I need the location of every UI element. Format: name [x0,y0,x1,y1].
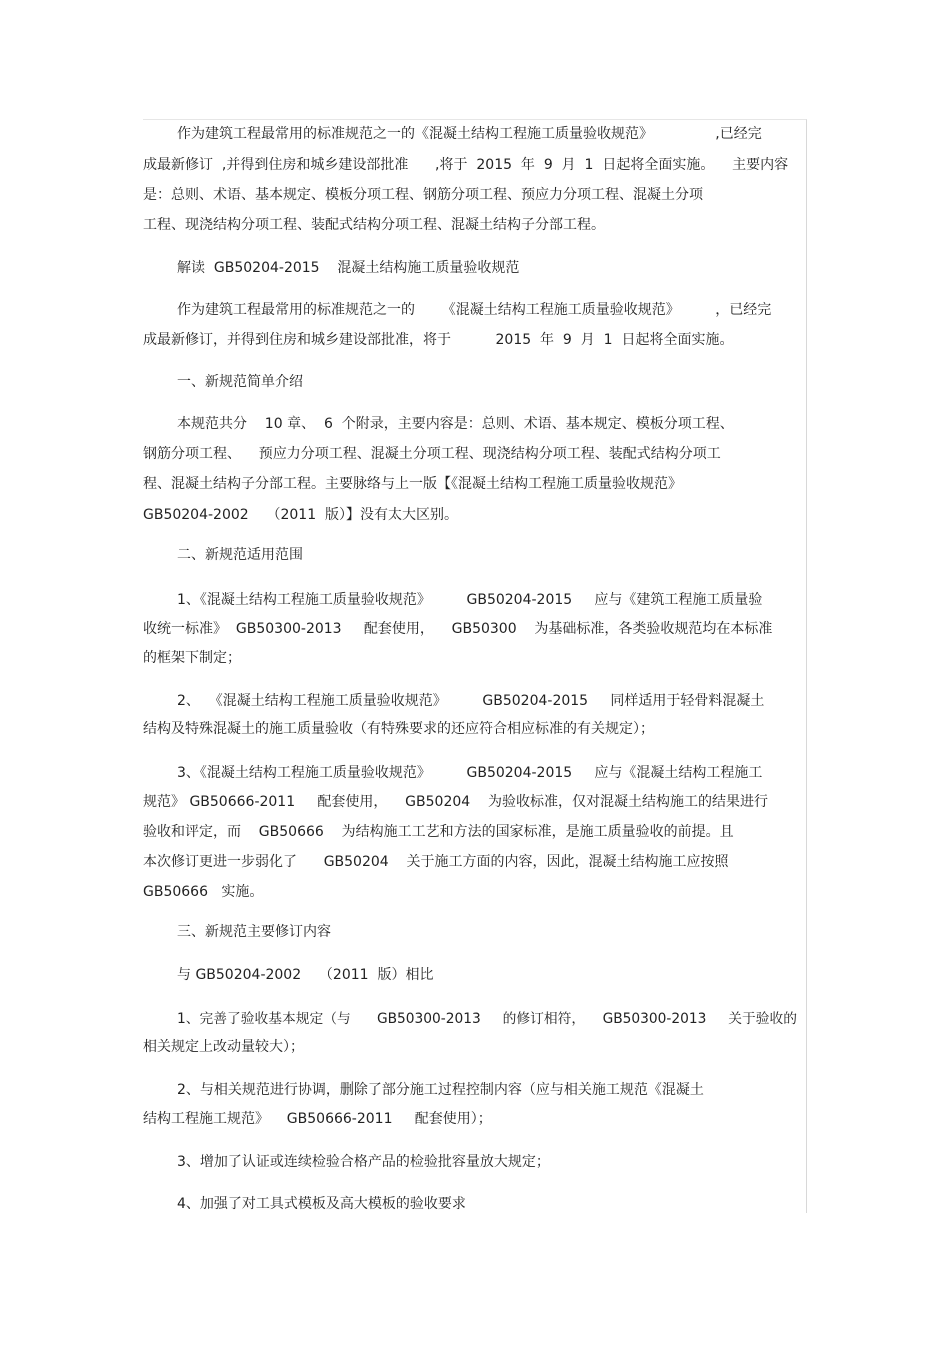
text-line: 钢筋分项工程、 预应力分项工程、混凝土分项工程、现浇结构分项工程、装配式结构分项工 [143,446,721,462]
text-line: 成最新修订，并得到住房和城乡建设部批准，将于 2015 年 9 月 1 日起将全面实施。 [143,332,734,348]
text-line: 3、《混凝土结构工程施工质量验收规范》 GB50204-2015 应与《混凝土结构工程施工 [177,765,763,781]
text-line: 本规范共分 10 章、 6 个附录，主要内容是：总则、术语、基本规定、模板分项工程、 [177,416,734,432]
text-line: 相关规定上改动量较大）； [143,1039,304,1055]
text-line: 是：总则、术语、基本规定、模板分项工程、钢筋分项工程、预应力分项工程、混凝土分项 [143,187,703,203]
text-line: 程、混凝土结构子分部工程。主要脉络与上一版【《混凝土结构工程施工质量验收规范》 [143,476,682,492]
text-line: 成最新修订 ,并得到住房和城乡建设部批准 ,将于 2015 年 9 月 1 日起将全面实施。 主要内容 [143,157,789,173]
text-line: 1、完善了验收基本规定（与 GB50300-2013 的修订相符， GB50300-2013 关于验收的 [177,1011,797,1027]
text-line: GB50666 实施。 [143,884,264,900]
text-line: 2、 《混凝土结构工程施工质量验收规范》 GB50204-2015 同样适用于轻骨料混凝土 [177,693,765,709]
section-heading: 一、新规范简单介绍 [177,374,303,390]
section-heading: 三、新规范主要修订内容 [177,924,331,940]
text-line: 4、加强了对工具式模板及高大模板的验收要求 [177,1196,466,1212]
section-heading: 二、新规范适用范围 [177,547,303,563]
text-line: 结构及特殊混凝土的施工质量验收（有特殊要求的还应符合相应标准的有关规定）； [143,721,654,737]
text-line: 规范》 GB50666-2011 配套使用， GB50204 为验收标准，仅对混凝土结构施工的结果进行 [143,794,768,810]
text-line: 2、与相关规范进行协调，删除了部分施工过程控制内容（应与相关施工规范《混凝土 [177,1082,704,1098]
text-line: 3、增加了认证或连续检验合格产品的检验批容量放大规定； [177,1154,550,1170]
text-line: 验收和评定，而 GB50666 为结构施工工艺和方法的国家标准，是施工质量验收的前提。且 [143,824,734,840]
text-line: 1、《混凝土结构工程施工质量验收规范》 GB50204-2015 应与《建筑工程施工质量验 [177,592,763,608]
text-line: 本次修订更进一步弱化了 GB50204 关于施工方面的内容，因此，混凝土结构施工应按照 [143,854,729,870]
text-line: 结构工程施工规范》 GB50666-2011 配套使用）； [143,1111,492,1127]
text-line: 作为建筑工程最常用的标准规范之一的《混凝土结构工程施工质量验收规范》 ,已经完 [177,126,762,142]
text-line: 工程、现浇结构分项工程、装配式结构分项工程、混凝土结构子分部工程。 [143,217,605,233]
text-line: 作为建筑工程最常用的标准规范之一的 《混凝土结构工程施工质量验收规范》 ，已经完 [177,302,772,318]
text-line: 的框架下制定； [143,650,241,666]
text-line: 与 GB50204-2002 （2011 版）相比 [177,967,434,983]
text-line: GB50204-2002 （2011 版）】没有太大区别。 [143,507,458,523]
text-line: 收统一标准》 GB50300-2013 配套使用， GB50300 为基础标准，各类验收规范均在本标准 [143,621,773,637]
section-heading: 解读 GB50204-2015 混凝土结构施工质量验收规范 [177,260,520,276]
